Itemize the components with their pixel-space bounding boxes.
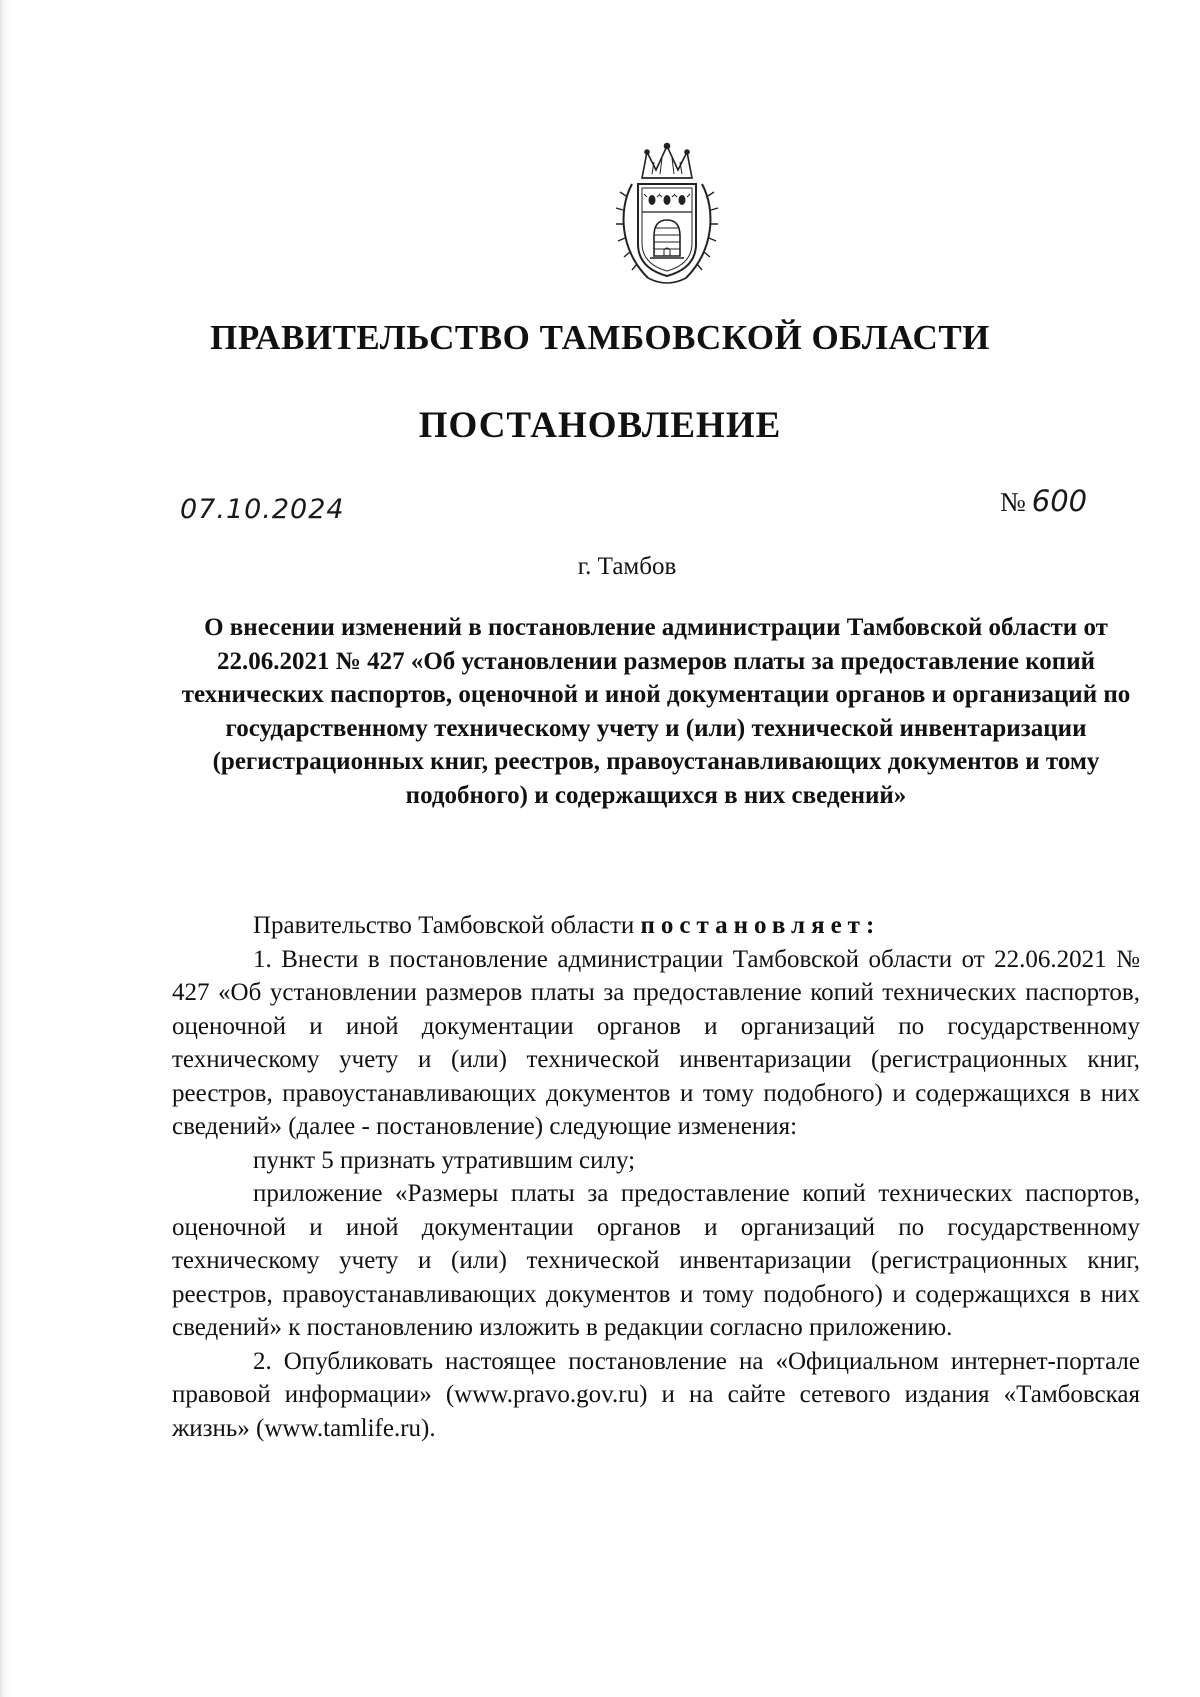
preamble — [172, 909, 1140, 943]
preamble-text: Правительство Тамбовской области — [253, 912, 641, 939]
paragraph-1a: пункт 5 признать утратившим силу; — [253, 1146, 636, 1174]
preamble-colon: : — [865, 912, 881, 939]
document-title: О внесении изменений в постановление администрации Тамбовской области от 22.06.2021 № 427 «Об установлении размеров платы за предоставление копий технических паспортов, оценочной и иной документации органов и организаций по государственному техническому учету и (или) технической инвентаризации (регистрационных книг, реестров, правоустанавливающих документов и тому подобного) и содержащихся в них сведений» — [181, 614, 1131, 809]
tambov-coat-of-arms-icon — [612, 140, 722, 288]
paragraph-2: 2. Опубликовать настоящее постановление на «Официальном интернет-портале правовой информации» (www.pravo.gov.ru) и на сайте сетевого издания «Тамбовская жизнь» (www.tamlife.ru). — [172, 1347, 1140, 1442]
number-sign: № — [1000, 487, 1026, 517]
paragraph-1b: приложение «Размеры платы за предоставление копий технических паспортов, оценочной и иной документации органов и организаций по государственному техническому учету и (или) технической инвентаризации (регистрационных книг, реестров, правоустанавливающих документов и тому подобного) и содержащихся в них сведений» к постановлению изложить в редакции согласно приложению. — [172, 1180, 1140, 1341]
document-type: ПОСТАНОВЛЕНИЕ — [418, 405, 782, 446]
government-name: ПРАВИТЕЛЬСТВО ТАМБОВСКОЙ ОБЛАСТИ — [210, 318, 990, 357]
paragraph-1: 1. Внести в постановление администрации Тамбовской области от 22.06.2021 № 427 «Об установлении размеров платы за предоставление копий технических паспортов, оценочной и иной документации органов и организаций по государственному техническому учету и (или) технической инвентаризации (регистрационных книг, реестров, правоустанавливающих документов и тому подобного) и содержащихся в них сведений» (далее - постановление) следующие изменения: — [172, 945, 1140, 1140]
document-body — [172, 909, 1140, 1445]
document-number — [1000, 484, 1087, 518]
document-date: 07.10.2024 — [180, 494, 345, 525]
number-value: 600 — [1031, 484, 1088, 518]
preamble-verb: постановляет — [640, 912, 866, 939]
city: г. Тамбов — [577, 553, 677, 580]
scan-edge — [0, 0, 10, 1697]
